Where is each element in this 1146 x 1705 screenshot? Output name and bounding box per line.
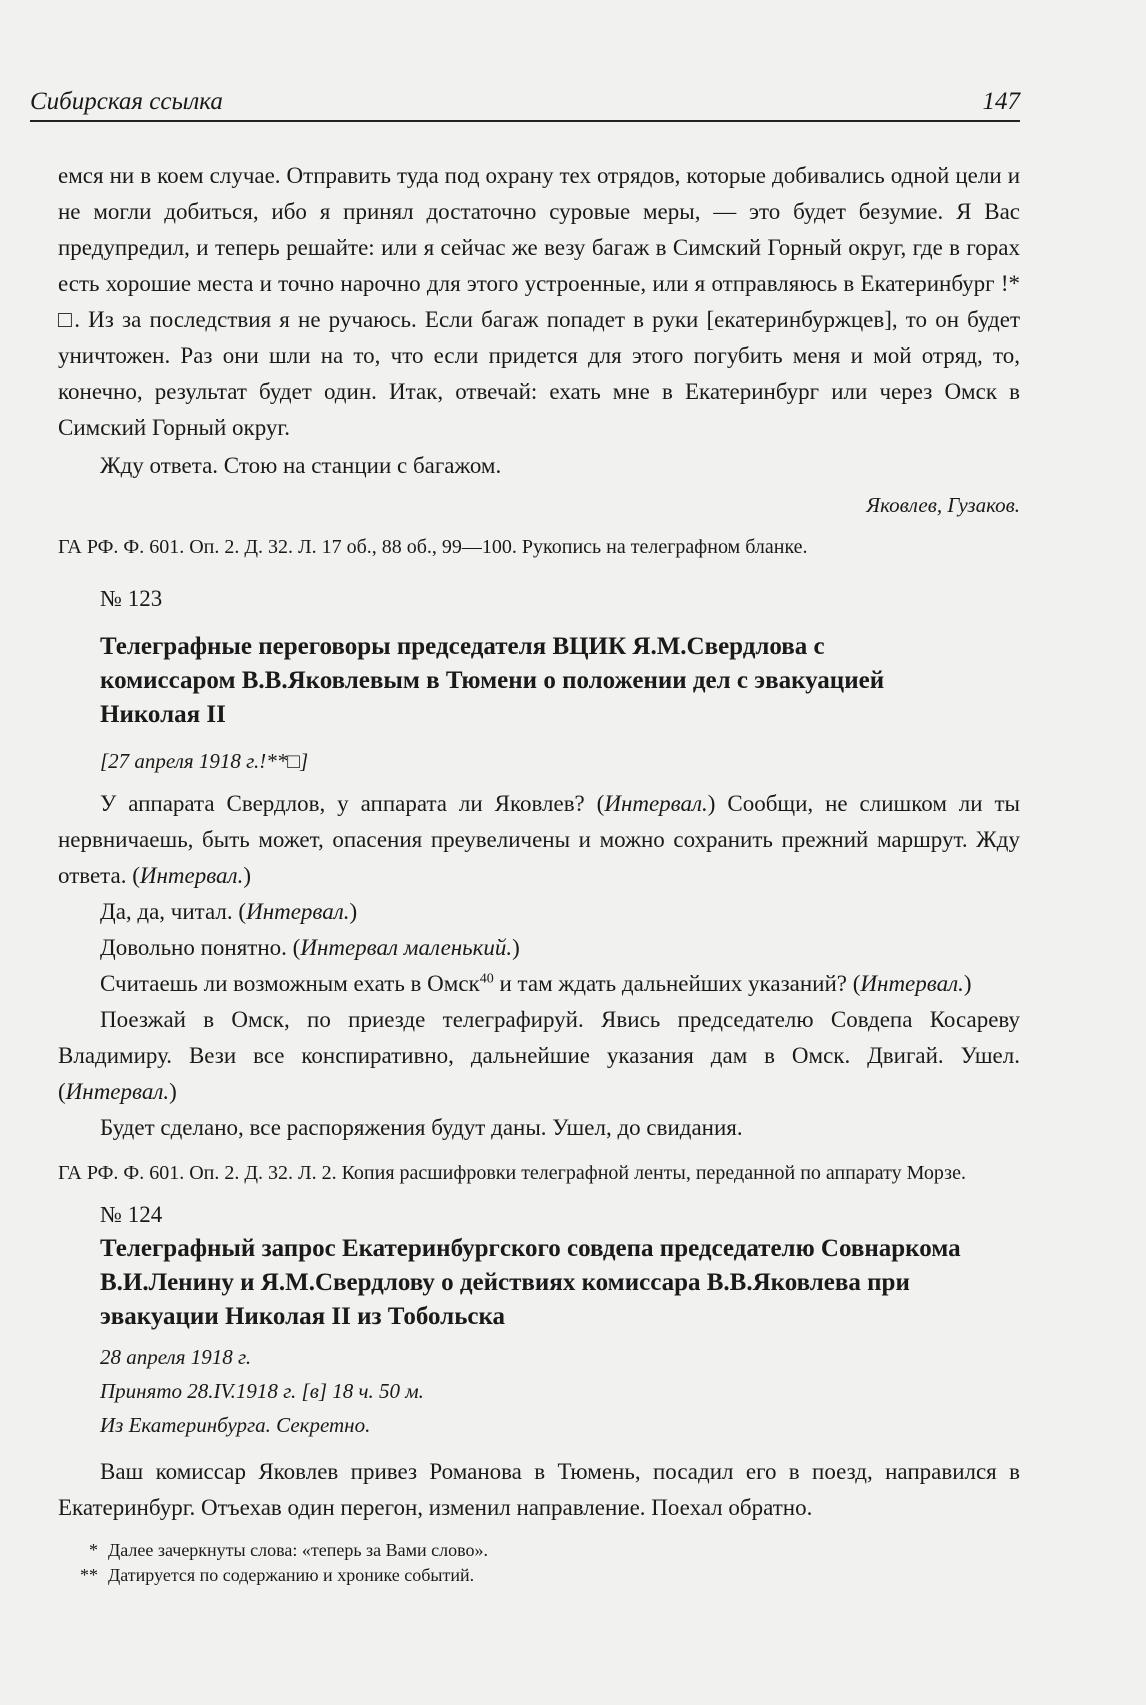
archive-source: ГА РФ. Ф. 601. Оп. 2. Д. 32. Л. 17 об., 88 об., 99—100. Рукопись на телеграфном бланке. xyxy=(58,536,808,558)
dialogue-line: Поезжай в Омск, по приезде телеграфируй. Явись председателю Совдепа Косареву Владимиру. Вези все конспиративно, дальнейшие указания дам в Омск. Двигай. Ушел. (Интервал.) xyxy=(58,1007,1020,1104)
dialogue-line: У аппарата Свердлов, у аппарата ли Яковлев? (Интервал.) Сообщи, не слишком ли ты нервничаешь, быть может, опасения преувеличены и можно сохранить прежний маршрут. Жду ответа. (Интервал.) xyxy=(58,791,1020,888)
footnote: * Далее зачеркнуты слова: «теперь за Вами слово». xyxy=(89,1540,489,1560)
footnote-ref: 40 xyxy=(479,971,494,987)
running-title: Сибирская ссылка xyxy=(30,88,223,115)
footnotes xyxy=(58,1538,1020,1588)
document-date: 28 апреля 1918 г. xyxy=(100,1345,252,1369)
document-123 xyxy=(58,582,1020,1188)
signature: Яковлев, Гузаков. xyxy=(866,493,1020,517)
document-title: Телеграфный запрос Екатеринбургского совдепа председателю Совнаркома В.И.Ленину и Я.М.Свердлову о действиях комиссара В.В.Яковлева при эвакуации Николая II из Тобольска xyxy=(100,1235,961,1330)
waiting-paragraph: Жду ответа. Стою на станции с багажом. xyxy=(100,453,502,478)
dialogue-line: Да, да, читал. (Интервал.) xyxy=(100,899,358,924)
dialogue-line: Довольно понятно. (Интервал маленький.) xyxy=(100,935,520,960)
page-content xyxy=(58,158,1020,1588)
document-number: № 123 xyxy=(100,586,163,611)
continued-paragraph: емся ни в коем случае. Отправить туда под охрану тех отрядов, которые добивались одной цели и не могли добиться, ибо я принял достаточно суровые меры, — это будет безумие. Я Вас предупредил, и теперь решайте: или я сейчас же везу багаж в Симский Горный округ, где в горах есть хорошие места и точно нарочно для этого устроенные, или я отправляюсь в Екатеринбург !* □. Из за последствия я не ручаюсь. Если багаж попадет в руки [екатеринбуржцев], то он будет уничтожен. Раз они шли на то, что если придется для этого погубить меня и мой отряд, то, конечно, результат будет один. Итак, отвечай: ехать мне в Екатеринбург или через Омск в Симский Горный округ. xyxy=(58,163,1020,440)
footnote: ** Датируется по содержанию и хронике событий. xyxy=(80,1565,475,1585)
telegram-text: Ваш комиссар Яковлев привез Романова в Тюмень, посадил его в поезд, направился в Екатеринбург. Отъехав один перегон, изменил направление. Поехал обратно. xyxy=(58,1459,1020,1520)
dialogue-line: Будет сделано, все распоряжения будут даны. Ушел, до свидания. xyxy=(100,1115,743,1140)
page-header xyxy=(30,88,1020,122)
page-number: 147 xyxy=(982,88,1020,115)
document-124 xyxy=(58,1198,1020,1526)
document-date: [27 апреля 1918 г.!**□] xyxy=(100,749,309,773)
document-number: № 124 xyxy=(100,1202,163,1227)
archive-source: ГА РФ. Ф. 601. Оп. 2. Д. 32. Л. 2. Копия расшифровки телеграфной ленты, переданной по аппарату Морзе. xyxy=(58,1162,966,1184)
dialogue-line: Считаешь ли возможным ехать в Омск$^{40}$ и там ждать дальнейших указаний? (Интервал.) xyxy=(100,971,972,996)
origin-note: Из Екатеринбурга. Секретно. xyxy=(100,1413,371,1437)
document-title: Телеграфные переговоры председателя ВЦИК Я.М.Свердлова с комиссаром В.В.Яковлевым в Тюмени о положении дел с эвакуацией Николая II xyxy=(100,633,885,728)
received-note: Принято 28.IV.1918 г. [в] 18 ч. 50 м. xyxy=(100,1379,424,1403)
